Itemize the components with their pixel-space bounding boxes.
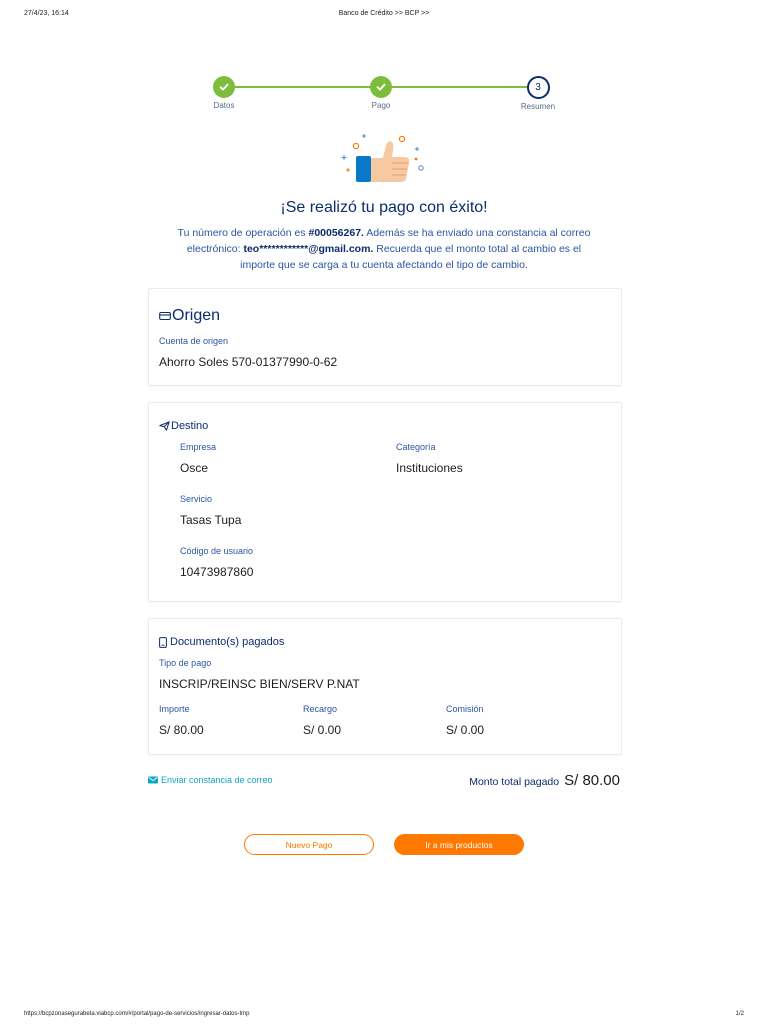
print-page-number: 1/2 <box>735 1011 744 1017</box>
send-receipt-label: Enviar constancia de correo <box>161 775 273 785</box>
documentos-title: Documento(s) pagados <box>170 636 285 648</box>
empresa-label: Empresa <box>180 442 217 452</box>
paper-plane-icon <box>159 421 170 431</box>
my-products-button[interactable]: Ir a mis productos <box>394 834 524 855</box>
step-label: Pago <box>371 101 391 110</box>
print-url: https://bcpzonasegurabeta.viabcp.com/#/portal/pago-de-servicios/ingresar-datos-tmp <box>24 1011 250 1017</box>
new-payment-button[interactable]: Nuevo Pago <box>244 834 374 855</box>
success-message <box>174 225 594 273</box>
print-date: 27/4/23, 16:14 <box>24 10 69 17</box>
origen-card <box>148 288 622 386</box>
origen-title: Origen <box>172 307 221 324</box>
servicio-label: Servicio <box>180 494 213 504</box>
step-label: Resumen <box>520 102 556 111</box>
check-icon <box>213 76 235 98</box>
success-text: Además se ha enviado una constancia al correo electrónico: <box>186 227 591 255</box>
total-label: Monto total pagado <box>469 776 560 788</box>
masked-email: teo************@gmail.com. <box>243 243 374 255</box>
document-icon <box>159 637 167 648</box>
operation-number: #00056267. <box>308 227 364 239</box>
success-text: Recuerda que el monto total al cambio es el importe que se carga a tu cuenta afectando el tipo de cambio. <box>240 243 582 271</box>
progress-stepper <box>0 76 768 116</box>
comision-label: Comisión <box>446 704 484 714</box>
print-title: Banco de Crédito >> BCP >> <box>338 10 430 17</box>
importe-value: S/ 80.00 <box>159 723 204 737</box>
destino-heading <box>159 420 208 432</box>
codigo-value: 10473987860 <box>180 565 254 579</box>
step-pago <box>341 76 421 110</box>
origen-heading <box>159 307 220 325</box>
step-datos <box>184 76 264 110</box>
destino-card <box>148 402 622 602</box>
check-icon <box>370 76 392 98</box>
thumbs-up-icon <box>338 128 430 190</box>
importe-label: Importe <box>159 704 190 714</box>
total-paid <box>469 772 620 789</box>
recargo-label: Recargo <box>303 704 338 714</box>
tipo-label: Tipo de pago <box>159 658 212 668</box>
mail-icon <box>148 776 158 784</box>
success-title: ¡Se realizó tu pago con éxito! <box>280 199 488 216</box>
total-value: S/ 80.00 <box>564 772 620 789</box>
account-label: Cuenta de origen <box>159 336 229 346</box>
card-icon <box>159 311 171 321</box>
destino-title: Destino <box>171 420 209 432</box>
recargo-value: S/ 0.00 <box>303 723 342 737</box>
account-value: Ahorro Soles 570-01377990-0-62 <box>159 355 338 369</box>
categoria-value: Instituciones <box>396 461 463 475</box>
comision-value: S/ 0.00 <box>446 723 485 737</box>
categoria-label: Categoría <box>396 442 436 452</box>
step-resumen <box>498 76 578 111</box>
servicio-value: Tasas Tupa <box>180 513 242 527</box>
codigo-label: Código de usuario <box>180 546 254 556</box>
documentos-heading <box>159 636 284 648</box>
empresa-value: Osce <box>180 461 209 475</box>
step-label: Datos <box>213 101 235 110</box>
documentos-card <box>148 618 622 755</box>
send-receipt-link[interactable] <box>148 775 273 785</box>
success-text: Tu número de operación es <box>177 227 309 239</box>
step-number: 3 <box>527 76 550 99</box>
tipo-value: INSCRIP/REINSC BIEN/SERV P.NAT <box>159 677 360 691</box>
